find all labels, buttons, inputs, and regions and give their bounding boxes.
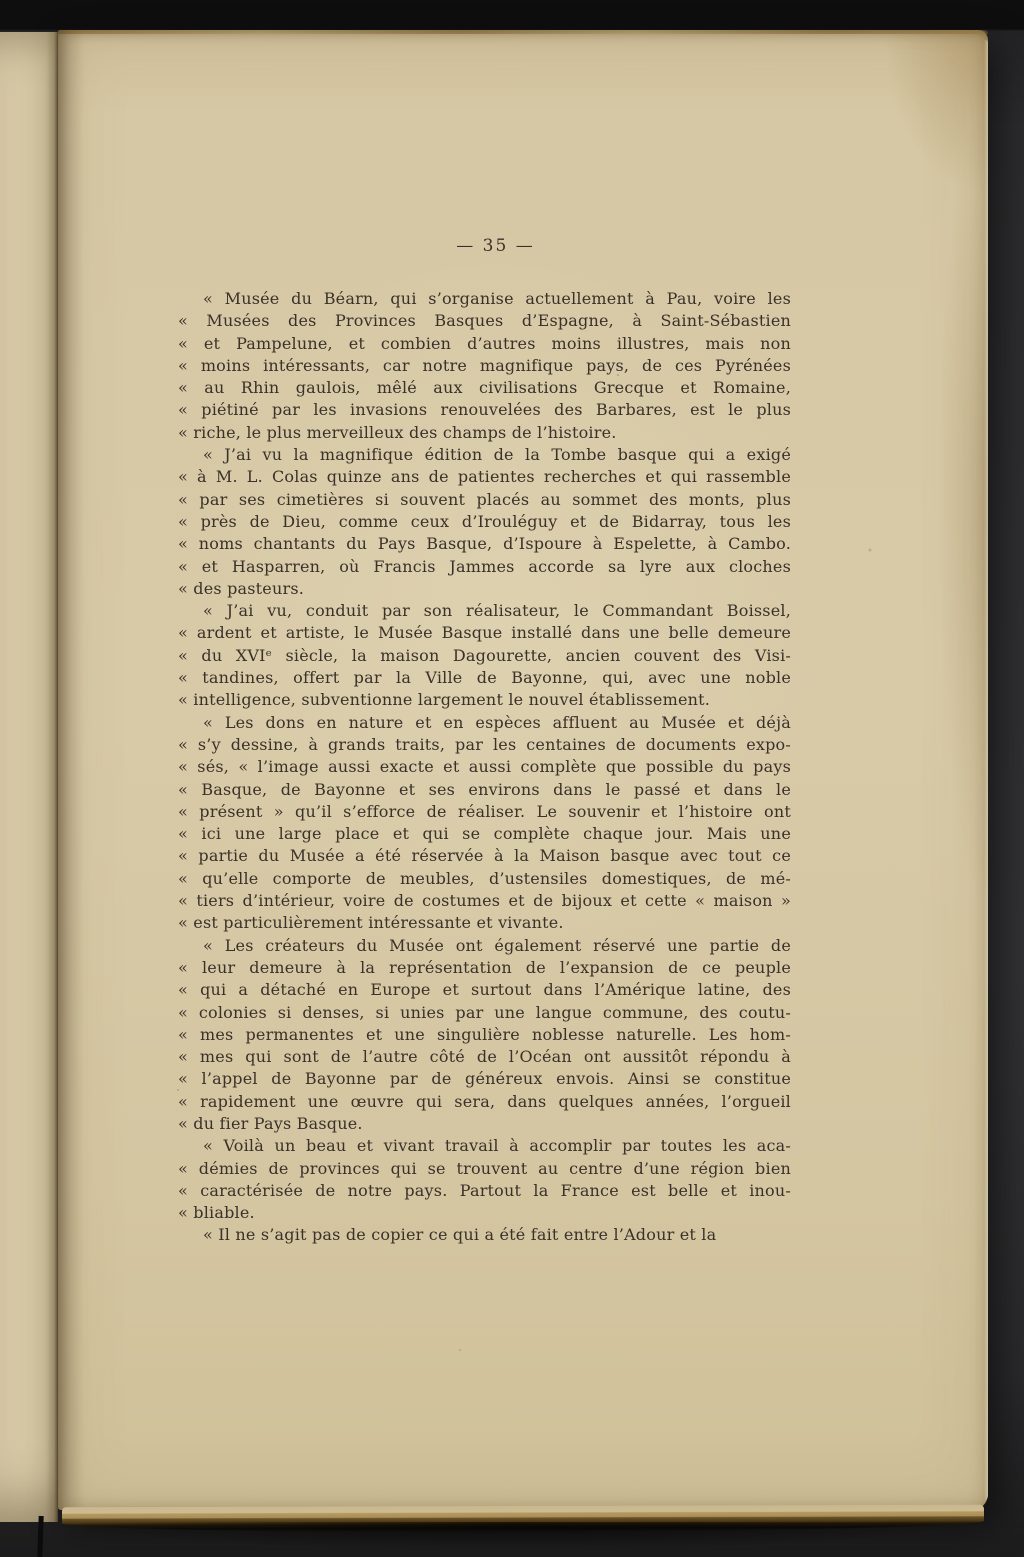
text-line: « colonies si denses, si unies par une langue commune, des coutu- <box>178 1002 791 1022</box>
text-line: « au Rhin gaulois, mêlé aux civilisations Grecque et Romaine, <box>178 378 791 398</box>
text-line: « et Pampelune, et combien d’autres moins illustres, mais non <box>178 333 791 353</box>
page-top-deckle-edge <box>58 30 988 34</box>
text-line: « riche, le plus merveilleux des champs de l’histoire. <box>178 422 617 442</box>
text-line: « Les créateurs du Musée ont également réservé une partie de <box>203 935 791 955</box>
text-line: « du XVIᵉ siècle, la maison Dagourette, ancien couvent des Visi- <box>178 645 791 665</box>
text-line: « leur demeure à la représentation de l’expansion de ce peuple <box>178 957 791 977</box>
page-gutter-shadow <box>58 30 84 1510</box>
text-line: « ici une large place et qui se complète chaque jour. Mais une <box>178 824 791 844</box>
text-line: « bliable. <box>178 1203 255 1223</box>
text-line: « noms chantants du Pays Basque, d’Ispoure à Espelette, à Cambo. <box>178 534 791 554</box>
text-line: « caractérisée de notre pays. Partout la France est belle et inou- <box>178 1180 791 1200</box>
page-number: — 35 — <box>456 236 535 256</box>
text-line: « s’y dessine, à grands traits, par les centaines de documents expo- <box>178 734 791 754</box>
text-line: « partie du Musée a été réservée à la Maison basque avec tout ce <box>178 846 791 866</box>
previous-page-edge <box>0 32 58 1522</box>
text-line: « Musées des Provinces Basques d’Espagne, à Saint-Sébastien <box>178 311 791 331</box>
text-line: « démies de provinces qui se trouvent au centre d’une région bien <box>178 1158 791 1178</box>
text-line: « Les dons en nature et en espèces affluent au Musée et déjà <box>203 712 791 732</box>
text-line: « intelligence, subventionne largement le nouvel établissement. <box>178 690 711 710</box>
text-line: « rapidement une œuvre qui sera, dans quelques années, l’orgueil <box>178 1091 791 1111</box>
text-line: « tandines, offert par la Ville de Bayonne, qui, avec une noble <box>178 668 791 688</box>
text-line: « présent » qu’il s’efforce de réaliser. Le souvenir et l’histoire ont <box>178 801 791 821</box>
text-line: « à M. L. Colas quinze ans de patientes recherches et qui rassemble <box>178 467 791 487</box>
text-line: « J’ai vu la magnifique édition de la Tombe basque qui a exigé <box>203 445 791 465</box>
text-line: « mes qui sont de l’autre côté de l’Océan ont aussitôt répondu à <box>178 1047 791 1067</box>
text-line: « Musée du Béarn, qui s’organise actuellement à Pau, voire les <box>203 289 791 308</box>
text-line: « Voilà un beau et vivant travail à accomplir par toutes les aca- <box>203 1136 791 1156</box>
text-line: « tiers d’intérieur, voire de costumes et de bijoux et cette « maison » <box>178 891 791 911</box>
text-line: « Basque, de Bayonne et ses environs dans le passé et dans le <box>178 779 791 799</box>
text-line: « par ses cimetières si souvent placés au sommet des monts, plus <box>178 489 791 509</box>
text-line: « du fier Pays Basque. <box>178 1113 363 1133</box>
text-line: « ardent et artiste, le Musée Basque installé dans une belle demeure <box>178 623 791 643</box>
text-line: « est particulièrement intéressante et vivante. <box>178 913 564 933</box>
text-line: « près de Dieu, comme ceux d’Irouléguy et de Bidarray, tous les <box>178 511 791 531</box>
text-line: « Il ne s’agit pas de copier ce qui a été fait entre l’Adour et la <box>203 1225 717 1245</box>
text-line: « qui a détaché en Europe et surtout dans l’Amérique latine, des <box>178 980 791 1000</box>
text-line: « mes permanentes et une singulière noblesse naturelle. Les hom- <box>178 1024 791 1044</box>
text-line: « sés, « l’image aussi exacte et aussi complète que possible du pays <box>178 757 791 777</box>
book-page <box>58 30 988 1510</box>
text-line: « piétiné par les invasions renouvelées des Barbares, est le plus <box>178 400 791 420</box>
text-line: « des pasteurs. <box>178 578 305 598</box>
book-bottom-shadow <box>30 1522 990 1557</box>
text-line: « J’ai vu, conduit par son réalisateur, le Commandant Boissel, <box>203 601 791 621</box>
page-text <box>178 288 791 1247</box>
text-line: « moins intéressants, car notre magnifique pays, de ces Pyrénées <box>178 355 791 375</box>
text-line: « l’appel de Bayonne par de généreux envois. Ainsi se constitue <box>178 1069 791 1089</box>
text-line: « et Hasparren, où Francis Jammes accorde sa lyre aux cloches <box>178 556 791 576</box>
text-line: « qu’elle comporte de meubles, d’ustensiles domestiques, de mé- <box>178 868 791 888</box>
page-right-edge-highlight <box>984 40 988 1500</box>
